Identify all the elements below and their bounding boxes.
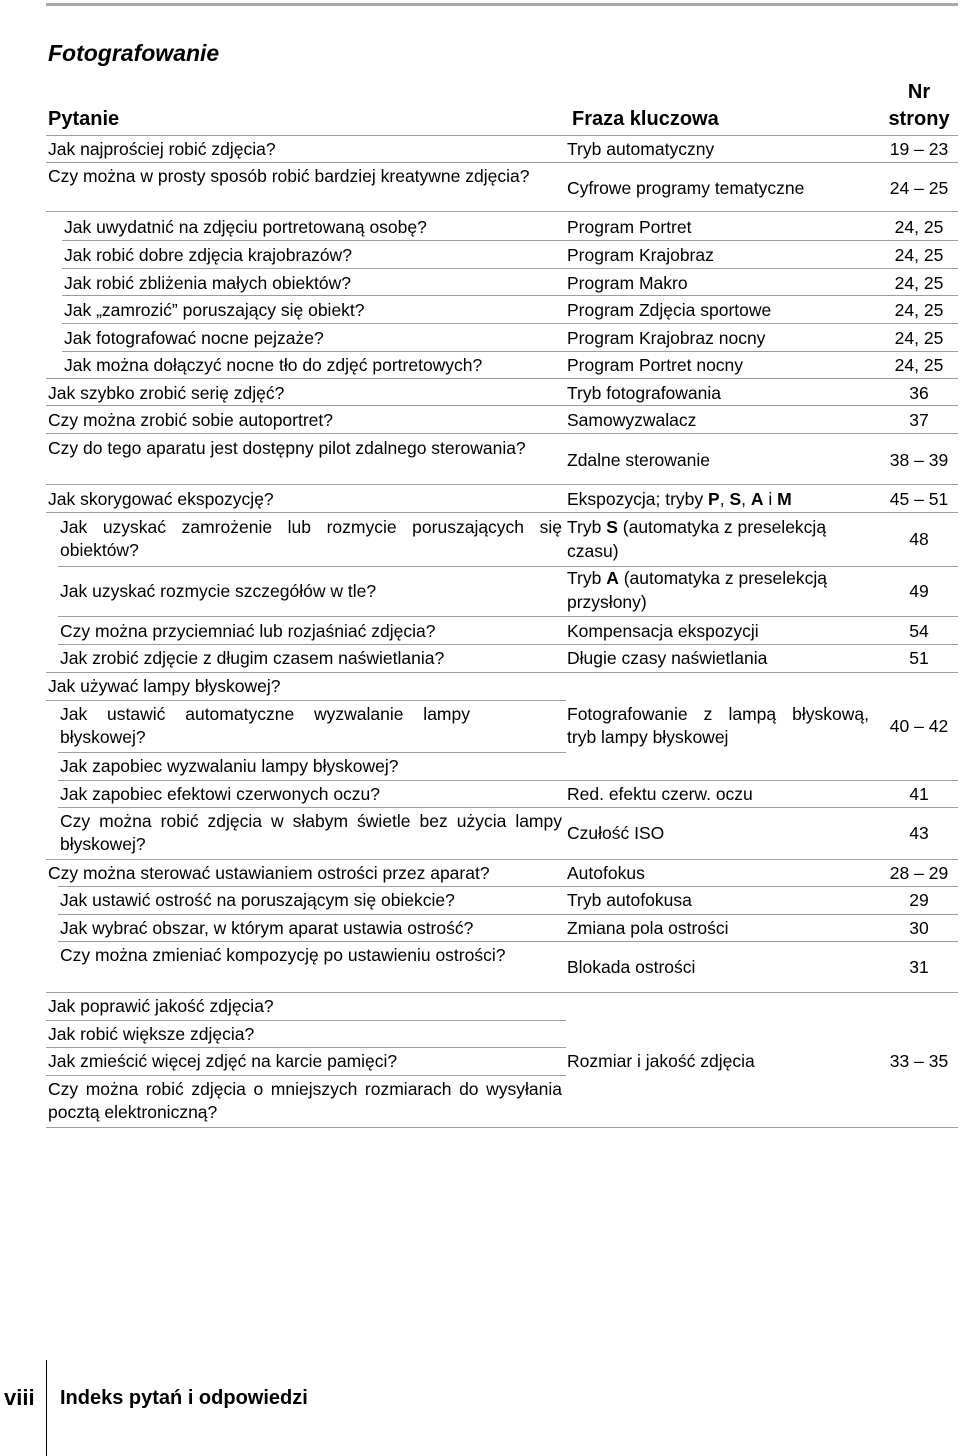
question-text: Jak robić dobre zdjęcia krajobrazów?: [64, 245, 352, 265]
page-ref: 24 – 25: [889, 178, 949, 198]
row-rule: [62, 268, 958, 269]
page-ref: 40 – 42: [889, 716, 949, 736]
row-rule: [58, 941, 958, 942]
keyword-text: Fotografowanie z lampą błyskową, tryb lampy błyskowej: [567, 704, 869, 747]
row-rule: [58, 644, 958, 645]
page-ref: 33 – 35: [889, 1051, 949, 1071]
question-text: Jak robić większe zdjęcia?: [48, 1024, 255, 1044]
header-page-line2: strony: [888, 108, 950, 130]
question-text: Jak szybko zrobić serię zdjęć?: [48, 383, 285, 403]
header-page: [880, 79, 958, 133]
header-keyword: Fraza kluczowa: [572, 108, 719, 130]
row-rule: [58, 807, 958, 808]
row-rule: [46, 1075, 566, 1076]
row-rule: [62, 351, 958, 352]
row-rule: [46, 484, 958, 485]
keyword-text: Tryb autofokusa: [567, 890, 692, 910]
keyword-text: Samowyzwalacz: [567, 410, 697, 430]
keyword-text: Ekspozycja; tryby P, S, A i M: [567, 489, 792, 509]
header-page-line1: Nr: [907, 81, 931, 103]
keyword-text: Czułość ISO: [567, 823, 665, 843]
keyword-text-line2: przysłony): [567, 592, 647, 612]
footer-divider: [46, 1360, 47, 1456]
keyword-text: Zmiana pola ostrości: [567, 918, 729, 938]
question-text: Czy można zrobić sobie autoportret?: [48, 410, 333, 430]
page-ref: 24, 25: [894, 328, 944, 348]
question-text: Jak zapobiec wyzwalaniu lampy błyskowej?: [60, 756, 399, 776]
question-text: Jak uzyskać zamrożenie lub rozmycie poruszających się obiektów?: [60, 517, 562, 560]
row-rule: [58, 886, 958, 887]
row-rule: [46, 859, 958, 860]
page-ref: 51: [909, 648, 929, 668]
question-text: Jak używać lampy błyskowej?: [48, 676, 281, 696]
question-text: Jak fotografować nocne pejzaże?: [64, 328, 324, 348]
keyword-text-line2: czasu): [567, 541, 619, 561]
keyword-text: Autofokus: [567, 863, 645, 883]
row-rule: [46, 433, 958, 434]
question-text: Czy można w prosty sposób robić bardziej kreatywne zdjęcia?: [48, 166, 530, 186]
page-number: viii: [4, 1385, 35, 1410]
question-text: Jak ustawić ostrość na poruszającym się obiekcie?: [60, 890, 455, 910]
keyword-text: Tryb S (automatyka z preselekcją: [567, 517, 827, 537]
keyword-text: Program Krajobraz: [567, 245, 714, 265]
question-text: Jak uwydatnić na zdjęciu portretowaną osobę?: [64, 217, 427, 237]
question-text: Jak zapobiec efektowi czerwonych oczu?: [60, 784, 381, 804]
row-rule: [46, 405, 958, 406]
question-text: Jak najprościej robić zdjęcia?: [48, 139, 276, 159]
keyword-text: Program Makro: [567, 273, 688, 293]
keyword-text: Tryb automatyczny: [567, 139, 715, 159]
header-rule: [46, 135, 958, 136]
question-text: Jak ustawić automatyczne wyzwalanie lampy błyskowej?: [60, 704, 470, 747]
keyword-text: Program Portret: [567, 217, 692, 237]
keyword-text: Blokada ostrości: [567, 957, 696, 977]
page-ref: 24, 25: [894, 245, 944, 265]
row-rule: [46, 700, 566, 701]
question-text: Jak zrobić zdjęcie z długim czasem naświetlania?: [60, 648, 445, 668]
page-ref: 19 – 23: [889, 139, 949, 159]
row-rule: [46, 378, 958, 379]
row-rule: [46, 992, 958, 993]
keyword-text: Program Zdjęcia sportowe: [567, 300, 772, 320]
row-rule: [58, 616, 958, 617]
keyword-text: Kompensacja ekspozycji: [567, 621, 759, 641]
page-ref: 38 – 39: [889, 450, 949, 470]
page-ref: 24, 25: [894, 300, 944, 320]
keyword-text: Cyfrowe programy tematyczne: [567, 178, 805, 198]
keyword-text: Program Krajobraz nocny: [567, 328, 766, 348]
page-ref: 30: [909, 918, 929, 938]
question-text: Czy można przyciemniać lub rozjaśniać zdjęcia?: [60, 621, 436, 641]
row-rule: [46, 1047, 566, 1048]
question-text: Czy do tego aparatu jest dostępny pilot zdalnego sterowania?: [48, 438, 526, 458]
keyword-text: Program Portret nocny: [567, 355, 744, 375]
question-text: Czy można sterować ustawianiem ostrości przez aparat?: [48, 863, 490, 883]
row-rule: [46, 512, 958, 513]
row-rule: [46, 211, 958, 212]
keyword-text: Rozmiar i jakość zdjęcia: [567, 1051, 755, 1071]
page-ref: 28 – 29: [889, 863, 949, 883]
page-ref: 43: [909, 823, 929, 843]
question-text: Czy można robić zdjęcia w słabym świetle bez użycia lampy błyskowej?: [60, 811, 562, 854]
question-text: Jak poprawić jakość zdjęcia?: [48, 996, 274, 1016]
page-ref: 36: [909, 383, 929, 403]
question-text: Jak skorygować ekspozycję?: [48, 489, 274, 509]
section-title: Fotografowanie: [48, 40, 220, 66]
question-text: Jak „zamrozić” poruszający się obiekt?: [64, 300, 365, 320]
page-ref: 24, 25: [894, 355, 944, 375]
header-question: Pytanie: [48, 108, 120, 130]
keyword-text: Tryb fotografowania: [567, 383, 722, 403]
row-rule: [62, 295, 958, 296]
page-ref: 48: [909, 529, 929, 549]
row-rule: [46, 162, 958, 163]
keyword-text: Zdalne sterowanie: [567, 450, 710, 470]
page-ref: 45 – 51: [889, 489, 949, 509]
footer-title: Indeks pytań i odpowiedzi: [60, 1387, 308, 1409]
row-rule: [46, 1020, 566, 1021]
row-rule: [46, 672, 958, 673]
page-ref: 37: [909, 410, 929, 430]
row-rule: [62, 323, 958, 324]
keyword-text: Red. efektu czerw. oczu: [567, 784, 753, 804]
question-text: Jak można dołączyć nocne tło do zdjęć portretowych?: [64, 355, 483, 375]
page-ref: 41: [909, 784, 929, 804]
question-text: Jak wybrać obszar, w którym aparat ustawia ostrość?: [60, 918, 474, 938]
row-rule: [58, 914, 958, 915]
row-rule: [58, 780, 958, 781]
keyword-text: Tryb A (automatyka z preselekcją: [567, 568, 828, 588]
row-rule: [58, 752, 566, 753]
keyword-text: Długie czasy naświetlania: [567, 648, 768, 668]
page-ref: 24, 25: [894, 273, 944, 293]
page-ref: 54: [909, 621, 929, 641]
page-ref: 49: [909, 581, 929, 601]
row-rule: [62, 240, 958, 241]
page-ref: 29: [909, 890, 929, 910]
question-text: Czy można robić zdjęcia o mniejszych rozmiarach do wysyłania pocztą elektroniczną?: [48, 1079, 562, 1122]
top-rule: [46, 3, 958, 6]
question-text: Jak zmieścić więcej zdjęć na karcie pamięci?: [48, 1051, 398, 1071]
question-text: Czy można zmieniać kompozycję po ustawieniu ostrości?: [60, 945, 506, 965]
page-ref: 31: [909, 957, 929, 977]
table-bottom-rule: [46, 1127, 958, 1128]
question-text: Jak robić zbliżenia małych obiektów?: [64, 273, 351, 293]
question-text: Jak uzyskać rozmycie szczegółów w tle?: [60, 581, 377, 601]
page-ref: 24, 25: [894, 217, 944, 237]
